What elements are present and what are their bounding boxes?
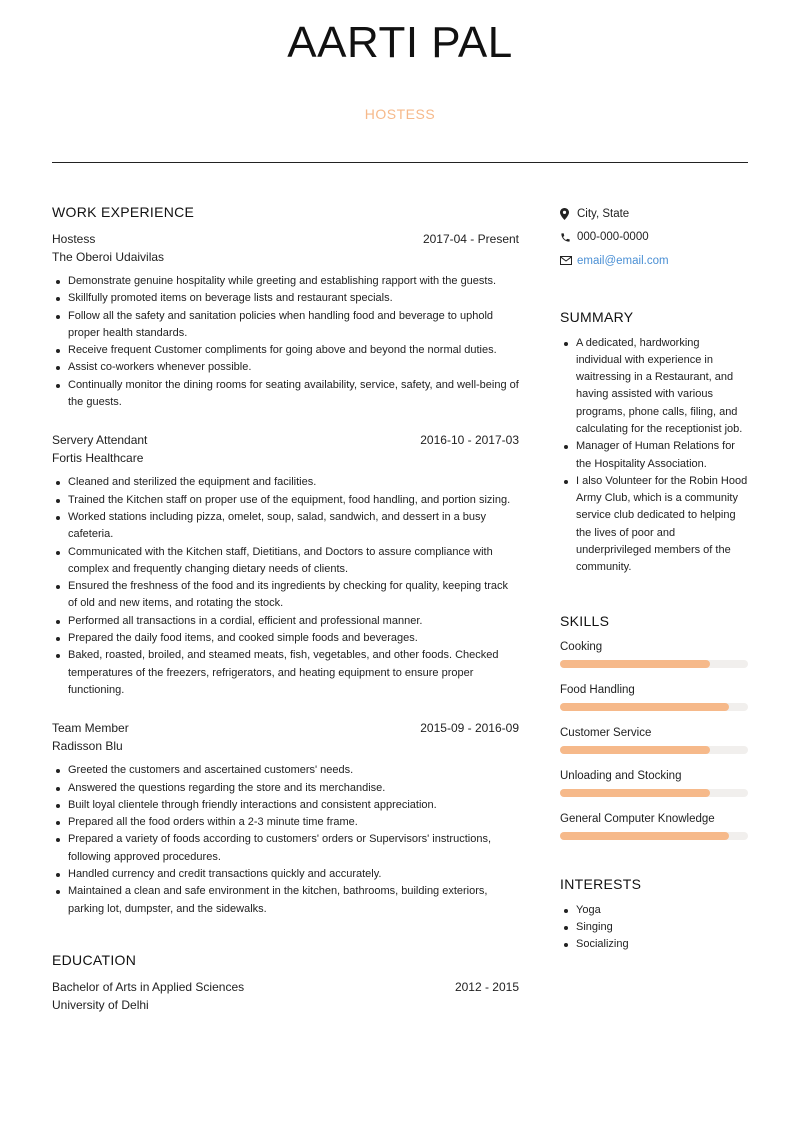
- email-icon: [560, 256, 577, 265]
- location-text: City, State: [577, 207, 630, 220]
- list-item: Cleaned and sterilized the equipment and facilities.: [52, 474, 519, 491]
- skill-name: General Computer Knowledge: [560, 812, 715, 825]
- skill-bar-fill: [560, 703, 729, 711]
- interests-title: INTERESTS: [560, 875, 642, 892]
- skill-bar-fill: [560, 789, 710, 797]
- list-item: Ensured the freshness of the food and its ingredients by checking for quality, keeping track of old and new items, and rotating the stock.: [52, 578, 519, 613]
- education-title: EDUCATION: [52, 951, 137, 968]
- list-item: A dedicated, hardworking individual with experience in waitressing in a Restaurant, and having assisted with various programs, phone calls, filing, and calculating for the receptionist job.: [560, 335, 748, 439]
- job-entry: [52, 230, 519, 411]
- work-experience-title: WORK EXPERIENCE: [52, 204, 195, 220]
- list-item: Socializing: [560, 936, 748, 953]
- summary-list: [560, 335, 748, 577]
- list-item: Greeted the customers and ascertained customers' needs.: [52, 762, 519, 779]
- skill-item: [560, 768, 748, 797]
- skills-section: [560, 613, 748, 840]
- job-dates: 2016-10 - 2017-03: [420, 433, 519, 448]
- location-pin-icon: [560, 208, 577, 220]
- job-organization: Fortis Healthcare: [52, 451, 144, 466]
- job-bullets: [52, 474, 519, 699]
- job-dates: 2015-09 - 2016-09: [420, 721, 519, 736]
- skills-title: SKILLS: [560, 612, 610, 629]
- list-item: Built loyal clientele through friendly interactions and consistent appreciation.: [52, 797, 519, 814]
- education-section: [52, 952, 519, 1014]
- list-item: Singing: [560, 919, 748, 936]
- job-role: Team Member: [52, 721, 129, 736]
- list-item: Trained the Kitchen staff on proper use of the equipment, food handling, and portion sizing.: [52, 492, 519, 509]
- job-organization: Radisson Blu: [52, 739, 123, 754]
- job-organization: The Oberoi Udaivilas: [52, 250, 165, 264]
- skill-name: Cooking: [560, 640, 603, 653]
- degree-name: Bachelor of Arts in Applied Sciences: [52, 979, 245, 994]
- header-divider: [52, 162, 748, 163]
- skill-item: [560, 682, 748, 711]
- list-item: I also Volunteer for the Robin Hood Army Club, which is a community service club dedicated to helping the lives of poor and underprivileged members of the community.: [560, 473, 748, 577]
- contact-phone: [560, 226, 748, 250]
- skill-name: Customer Service: [560, 726, 652, 739]
- summary-title: SUMMARY: [560, 308, 634, 325]
- candidate-name: AARTI PAL: [287, 18, 513, 67]
- job-entry: [52, 431, 519, 699]
- list-item: Skillfully promoted items on beverage lists and restaurant specials.: [52, 290, 519, 307]
- school-name: University of Delhi: [52, 997, 149, 1012]
- list-item: Follow all the safety and sanitation policies when handling food and beverage to uphold proper health standards.: [52, 308, 519, 343]
- list-item: Assist co-workers whenever possible.: [52, 359, 519, 376]
- left-column: [52, 204, 519, 1021]
- skill-bar-fill: [560, 660, 710, 668]
- list-item: Communicated with the Kitchen staff, Dietitians, and Doctors to assure compliance with complex and frequently changing dietary needs of clients.: [52, 544, 519, 579]
- job-role: Hostess: [52, 232, 96, 246]
- list-item: Prepared all the food orders within a 2-3 minute time frame.: [52, 814, 519, 831]
- interests-section: [560, 876, 748, 954]
- skill-item: [560, 639, 748, 668]
- skill-bar-fill: [560, 832, 729, 840]
- list-item: Prepared a variety of foods according to customers' orders or Supervisors' instructions, following approved procedures.: [52, 831, 519, 866]
- job-dates: 2017-04 - Present: [422, 232, 519, 246]
- job-role: Servery Attendant: [52, 433, 148, 448]
- list-item: Prepared the daily food items, and cooked simple foods and beverages.: [52, 630, 519, 647]
- skill-bar-track: [560, 703, 748, 711]
- skill-item: [560, 725, 748, 754]
- skill-item: [560, 811, 748, 840]
- skill-name: Food Handling: [560, 683, 635, 696]
- list-item: Worked stations including pizza, omelet, soup, salad, sandwich, and dessert in a busy cafeteria.: [52, 509, 519, 544]
- job-bullets: [52, 273, 519, 411]
- education-dates: 2012 - 2015: [454, 979, 519, 994]
- skill-bar-track: [560, 746, 748, 754]
- list-item: Handled currency and credit transactions quickly and accurately.: [52, 866, 519, 883]
- list-item: Manager of Human Relations for the Hospitality Association.: [560, 438, 748, 473]
- contact-location: [560, 202, 748, 226]
- candidate-title: HOSTESS: [364, 106, 436, 122]
- list-item: Receive frequent Customer compliments for going above and beyond the normal duties.: [52, 342, 519, 359]
- contact-email: [560, 249, 748, 273]
- skill-bar-track: [560, 660, 748, 668]
- interests-list: [560, 902, 748, 954]
- skill-bar-track: [560, 789, 748, 797]
- list-item: Yoga: [560, 902, 748, 919]
- list-item: Baked, roasted, broiled, and steamed meats, fish, vegetables, and other foods. Checked temperatures of the freezers, refrigerators, and heating equipment to ensure proper functioning.: [52, 647, 519, 699]
- list-item: Performed all transactions in a cordial, efficient and professional manner.: [52, 613, 519, 630]
- email-link[interactable]: email@email.com: [577, 254, 669, 267]
- skill-bar-fill: [560, 746, 710, 754]
- phone-icon: [560, 232, 577, 243]
- right-column: [560, 202, 748, 954]
- job-bullets: [52, 762, 519, 918]
- phone-text: 000-000-0000: [577, 231, 649, 244]
- list-item: Continually monitor the dining rooms for seating availability, service, safety, and well-being of the guests.: [52, 377, 519, 412]
- list-item: Maintained a clean and safe environment in the kitchen, bathrooms, building exteriors, parking lot, dumpster, and the sidewalks.: [52, 883, 519, 918]
- skill-bar-track: [560, 832, 748, 840]
- list-item: Demonstrate genuine hospitality while greeting and establishing rapport with the guests.: [52, 273, 519, 290]
- contact-section: [560, 202, 748, 273]
- skill-name: Unloading and Stocking: [560, 769, 682, 782]
- list-item: Answered the questions regarding the store and its merchandise.: [52, 780, 519, 797]
- summary-section: [560, 309, 748, 577]
- job-entry: [52, 719, 519, 918]
